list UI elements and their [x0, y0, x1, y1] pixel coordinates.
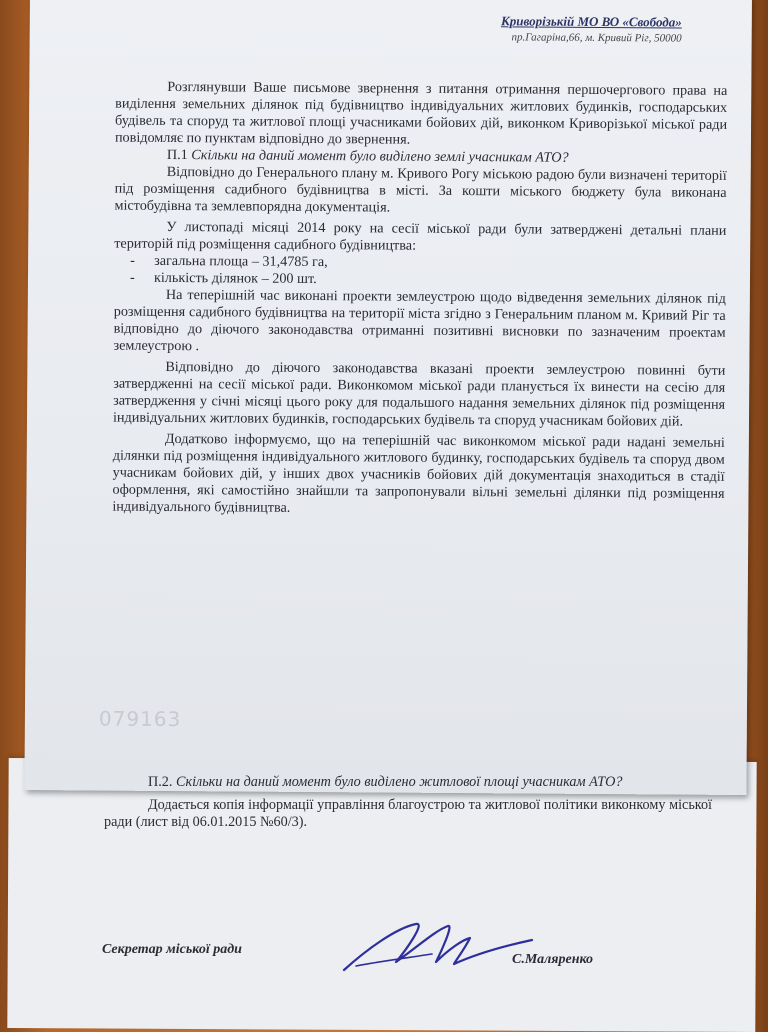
- question-1-prefix: П.1: [166, 146, 188, 164]
- question-1-text: Скільки на даний момент було виділено землі учасникам АТО?: [191, 147, 569, 166]
- paragraph-3: На теперішній час виконані проекти землеустрою щодо відведення земельних ділянок під розміщення садибного будівництва на території міста згідно з Генеральним планом м. Кривий Ріг та відповідно до діючого законодавства отриманні позитивні висновки по зазначеним проектам землеустрою .: [113, 286, 726, 355]
- signatory-name: С.Маляренко: [512, 952, 594, 967]
- paragraph-1: Відповідно до Генерального плану м. Кривого Рогу міською радою були визначені території під розміщення садибного будівництва в місті. За кошти міського бюджету була виконана містобудівна та землевпорядна документація.: [114, 163, 727, 216]
- paragraph-6: Додається копія інформації управління благоустрою та житлової політики виконкому міської ради (лист від 06.01.2015 №60/3).: [104, 797, 712, 830]
- letter-header: [501, 13, 682, 44]
- stats-list: [114, 253, 726, 291]
- registration-stamp: 079163: [98, 706, 182, 732]
- handwritten-signature: [336, 910, 536, 980]
- paragraph-4: Відповідно до діючого законодавства вказані проекти землеустрою повинні бути затвердженні на сесії міської ради. Виконкомом міської ради планується їх винести на сесію для затвердження у січні місяці цього року для подальшого надання земельних ділянок під розміщення індивідуальних житлових будинків, господарських будівель та споруд учасникам бойових дій.: [112, 358, 726, 430]
- front-sheet: [24, 0, 752, 795]
- question-2: [104, 774, 712, 791]
- intro-paragraph: Розглянувши Ваше письмове звернення з питання отримання першочергового права на виділення земельних ділянок під будівництво індивідуальних житлових будинків, господарських будівель та споруд та житлової площі учасниками бойових дій, виконком Криворізької міської ради повідомляє по пунктам відповідно до звернення.: [114, 78, 728, 148]
- question-2-text: Скільки на даний момент було виділено житлової площі учасникам АТО?: [175, 774, 623, 790]
- signatory-title: Секретар міської ради: [102, 942, 242, 957]
- paragraph-5: Додатково інформуємо, що на теперішній час виконкомом міської ради надані земельні ділянки під розміщення індивідуального житлового будинку, господарських будівель та споруд двом учасникам бойових дій, у інших двох учасників бойових дій документація знаходиться в стадії оформлення, які самостійно знайшли та запропонували вільні земельні ділянки під розміщення індивідуального будівництва.: [112, 430, 725, 516]
- list-item: - загальна площа – 31,4785 га,: [130, 253, 726, 274]
- recipient-org: Криворізькій МО ВО «Свобода»: [500, 13, 682, 30]
- page-2-body: [104, 774, 712, 831]
- paragraph-2: У листопаді місяці 2014 року на сесії міської ради були затверджені детальні плани територій під розміщення садибного будівництва:: [114, 218, 727, 254]
- letter-body: [112, 79, 727, 520]
- recipient-address: пр.Гагаріна,66, м. Кривий Ріг, 50000: [511, 31, 682, 45]
- list-item: - кількість ділянок – 200 шт.: [130, 270, 726, 291]
- question-2-prefix: П.2.: [148, 774, 173, 790]
